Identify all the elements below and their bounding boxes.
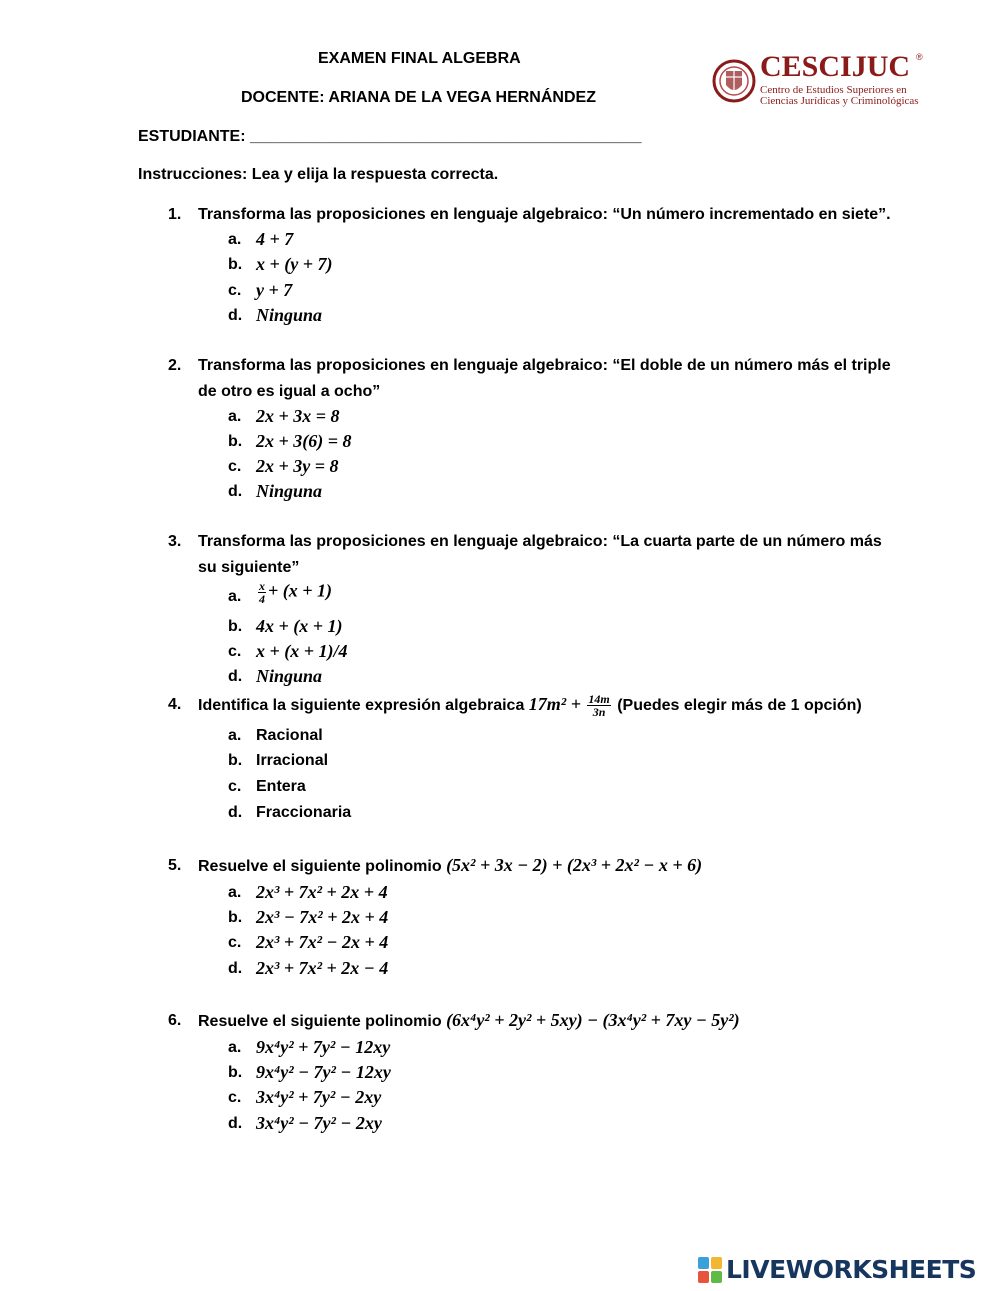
- option-letter: b.: [228, 256, 243, 273]
- question-6-expression: (6x⁴y² + 2y² + 5xy) − (3x⁴y² + 7xy − 5y²): [446, 1010, 740, 1030]
- question-6-option-d[interactable]: 3x⁴y² − 7y² − 2xy: [256, 1113, 382, 1133]
- option-letter: a.: [228, 884, 242, 901]
- logo-name: CESCIJUC: [760, 50, 911, 83]
- logo-subtitle-2: Ciencias Jurídicas y Criminológicas: [760, 95, 919, 107]
- question-6-option-a[interactable]: 9x⁴y² + 7y² − 12xy: [256, 1037, 391, 1057]
- question-2-text-line2: de otro es igual a ocho”: [198, 383, 381, 400]
- option-letter: c.: [228, 282, 242, 299]
- option-letter: c.: [228, 1089, 242, 1106]
- question-4-option-b[interactable]: Irracional: [256, 752, 329, 769]
- option-letter: b.: [228, 433, 243, 450]
- question-3-option-c[interactable]: x + (x + 1)/4: [256, 641, 348, 661]
- question-5-number: 5.: [168, 857, 182, 874]
- question-4-option-a[interactable]: Racional: [256, 727, 323, 744]
- exam-title: EXAMEN FINAL ALGEBRA: [318, 50, 521, 67]
- question-1-number: 1.: [168, 206, 182, 223]
- question-4-option-d[interactable]: Fraccionaria: [256, 804, 352, 821]
- question-4-expression: 17m² +: [528, 694, 581, 714]
- question-4-note: (Puedes elegir más de 1 opción): [617, 697, 862, 714]
- question-5-option-a[interactable]: 2x³ + 7x² + 2x + 4: [256, 882, 388, 902]
- option-letter: d.: [228, 668, 243, 685]
- question-5-option-b[interactable]: 2x³ − 7x² + 2x + 4: [256, 907, 389, 927]
- option-letter: d.: [228, 483, 243, 500]
- question-3-text-line2: su siguiente”: [198, 559, 300, 576]
- option-letter: c.: [228, 458, 242, 475]
- option-letter: d.: [228, 1115, 243, 1132]
- option-letter: a.: [228, 231, 242, 248]
- question-6-number: 6.: [168, 1012, 182, 1029]
- question-3-option-d[interactable]: Ninguna: [256, 666, 323, 686]
- question-6-prompt: Resuelve el siguiente polinomio: [198, 1013, 442, 1030]
- instructions: Instrucciones: Lea y elija la respuesta correcta.: [138, 166, 499, 183]
- question-3-option-a[interactable]: [256, 580, 332, 605]
- fraction: [587, 693, 610, 718]
- question-4-prompt: Identifica la siguiente expresión algebraica: [198, 697, 525, 714]
- option-letter: d.: [228, 804, 243, 821]
- liveworksheets-logo: [698, 1255, 994, 1285]
- option-letter: a.: [228, 727, 242, 744]
- option-letter: c.: [228, 778, 242, 795]
- question-2-text-line1: Transforma las proposiciones en lenguaje algebraico: “El doble de un número más el triple: [198, 357, 891, 374]
- cescijuc-logo: [712, 50, 927, 112]
- option-letter: a.: [228, 1039, 242, 1056]
- fraction-numerator: x: [259, 579, 265, 593]
- question-2-option-a[interactable]: 2x + 3x = 8: [256, 406, 340, 426]
- student-field[interactable]: ESTUDIANTE: ____________________________________________: [138, 128, 642, 145]
- shield-emblem-icon: [712, 53, 756, 109]
- fraction-denominator: 4: [259, 592, 265, 606]
- question-1-option-d[interactable]: Ninguna: [256, 305, 323, 325]
- fraction: [258, 580, 266, 605]
- teacher-line: DOCENTE: ARIANA DE LA VEGA HERNÁNDEZ: [241, 89, 596, 106]
- liveworksheets-blocks-icon: [698, 1257, 722, 1283]
- option-letter: b.: [228, 618, 243, 635]
- question-3-number: 3.: [168, 533, 182, 550]
- question-5-expression: (5x² + 3x − 2) + (2x³ + 2x² − x + 6): [446, 855, 703, 875]
- question-3-option-b[interactable]: 4x + (x + 1): [256, 616, 343, 636]
- question-1-text: Transforma las proposiciones en lenguaje algebraico: “Un número incrementado en siete”.: [198, 206, 891, 223]
- option-letter: c.: [228, 643, 242, 660]
- question-1-option-b[interactable]: x + (y + 7): [256, 254, 333, 274]
- question-5-prompt: Resuelve el siguiente polinomio: [198, 858, 442, 875]
- logo-subtitle-1: Centro de Estudios Superiores en: [760, 84, 907, 96]
- option-letter: c.: [228, 934, 242, 951]
- question-1-option-a[interactable]: 4 + 7: [256, 229, 294, 249]
- question-4-number: 4.: [168, 696, 182, 713]
- question-2-option-b[interactable]: 2x + 3(6) = 8: [256, 431, 352, 451]
- option-letter: a.: [228, 588, 242, 605]
- question-6-text: [198, 1010, 740, 1031]
- fraction-numerator: 14m: [588, 692, 610, 707]
- option-letter: b.: [228, 909, 243, 926]
- question-5-option-d[interactable]: 2x³ + 7x² + 2x − 4: [256, 958, 389, 978]
- question-5-text: [198, 855, 702, 876]
- question-5-option-c[interactable]: 2x³ + 7x² − 2x + 4: [256, 932, 389, 952]
- question-2-option-d[interactable]: Ninguna: [256, 481, 323, 501]
- question-6-option-c[interactable]: 3x⁴y² + 7y² − 2xy: [256, 1087, 382, 1107]
- question-3-text-line1: Transforma las proposiciones en lenguaje algebraico: “La cuarta parte de un número más: [198, 533, 882, 550]
- option-a-rest: + (x + 1): [268, 580, 333, 601]
- fraction-denominator: 3n: [592, 705, 606, 720]
- question-6-option-b[interactable]: 9x⁴y² − 7y² − 12xy: [256, 1062, 391, 1082]
- liveworksheets-brand: LIVEWORKSHEETS: [726, 1255, 977, 1284]
- question-1-option-c[interactable]: y + 7: [256, 280, 293, 300]
- question-2-option-c[interactable]: 2x + 3y = 8: [256, 456, 339, 476]
- logo-registered-mark: ®: [916, 52, 923, 62]
- question-4-option-c[interactable]: Entera: [256, 778, 306, 795]
- option-letter: b.: [228, 752, 243, 769]
- option-letter: b.: [228, 1064, 243, 1081]
- option-letter: d.: [228, 307, 243, 324]
- question-2-number: 2.: [168, 357, 182, 374]
- option-letter: a.: [228, 408, 242, 425]
- question-4-text: [198, 687, 862, 723]
- option-letter: d.: [228, 960, 243, 977]
